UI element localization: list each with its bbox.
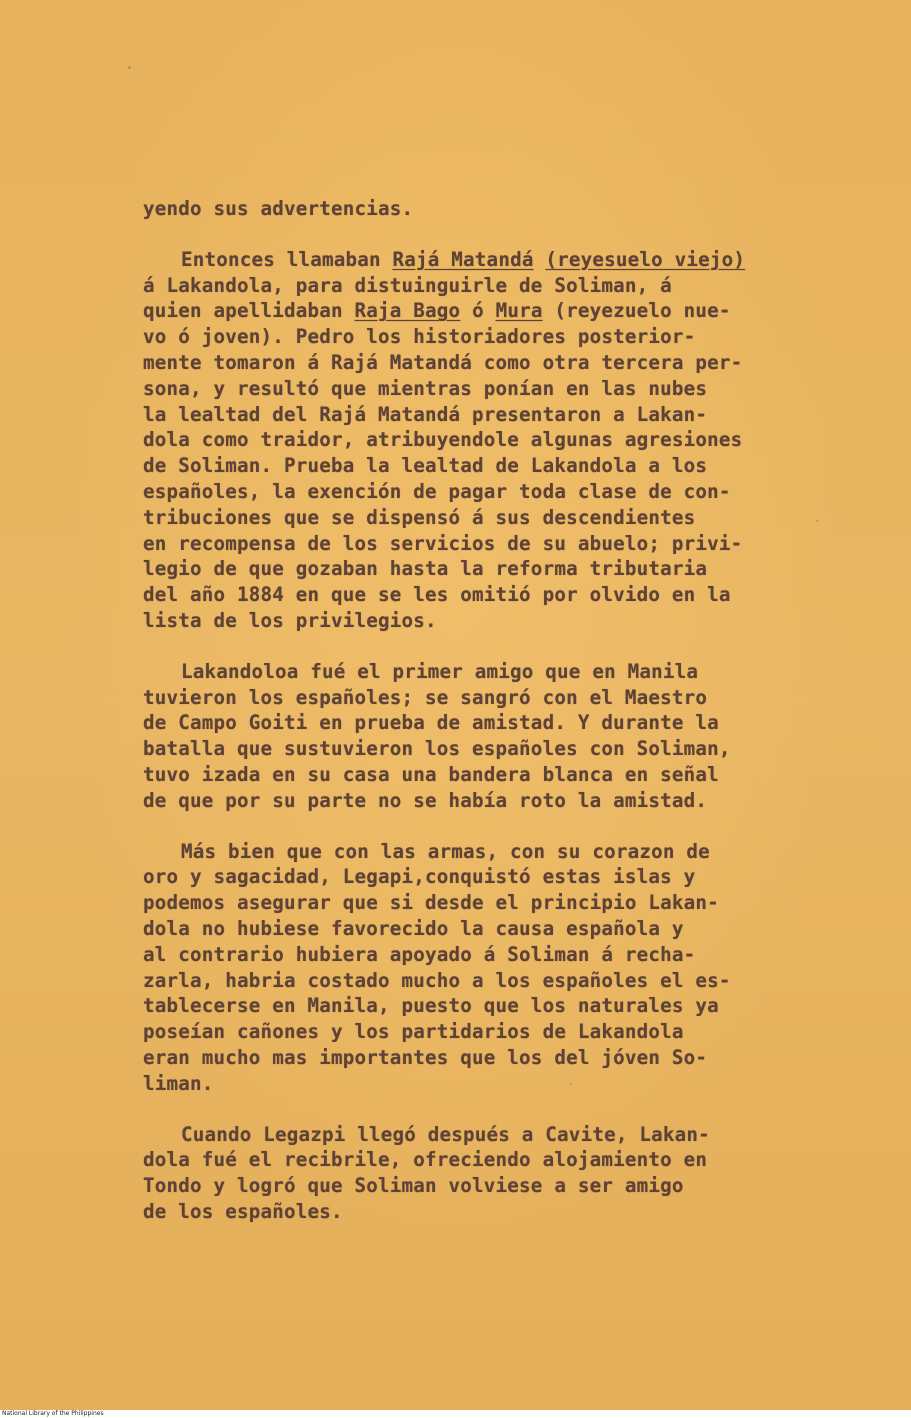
text-line: españoles, la exención de pagar toda clase de con- — [143, 479, 731, 503]
text-line: tablecerse en Manila, puesto que los naturales ya — [143, 994, 719, 1018]
text-line: tuvo izada en su casa una bandera blanca en señal — [143, 762, 719, 786]
text-line: liman. — [143, 1071, 214, 1095]
underlined-term: Raja Bago — [354, 299, 461, 323]
text-line: dola no hubiese favorecido la causa española y — [143, 916, 684, 940]
text-segment: (reyezuelo nue- — [542, 299, 731, 323]
text-line: la lealtad del Rajá Matandá presentaron a Lakan- — [143, 402, 708, 426]
text-line: en recompensa de los servicios de su abuelo; privi- — [143, 531, 743, 555]
text-line: lista de los privilegios. — [143, 608, 437, 632]
text-line: al contrario hubiera apoyado á Soliman á recha- — [143, 942, 696, 966]
text-line: de Campo Goiti en prueba de amistad. Y durante la — [143, 711, 719, 735]
text-line — [143, 298, 803, 324]
text-segment: quien apellidaban — [143, 299, 355, 323]
footer-credit: National Library of the Philippines — [0, 1410, 911, 1418]
text-line: podemos asegurar que si desde el principio Lakan- — [143, 891, 719, 915]
text-line: Tondo y logró que Soliman volviese a ser amigo — [143, 1174, 684, 1198]
text-segment: ó — [460, 299, 496, 323]
text-line: eran mucho mas importantes que los del jóven So- — [143, 1045, 708, 1069]
text-line: de que por su parte no se había roto la amistad. — [143, 788, 708, 812]
text-line: del año 1884 en que se les omitió por olvido en la — [143, 583, 731, 607]
underlined-term: (reyesuelo viejo) — [545, 247, 746, 271]
text-line: yendo sus advertencias. — [143, 197, 414, 220]
underlined-term: Mura — [495, 299, 543, 323]
text-line: tribuciones que se dispensó á sus descendientes — [143, 505, 696, 529]
text-line: mente tomaron á Rajá Matandá como otra tercera per- — [143, 350, 743, 374]
text-line: dola como traidor, atribuyendole algunas agresiones — [143, 428, 743, 452]
paper-speck — [816, 520, 818, 522]
text-segment: Entonces llamaban — [181, 247, 393, 271]
underlined-term: Rajá Matandá — [392, 247, 534, 271]
text-line: sona, y resultó que mientras ponían en las nubes — [143, 376, 708, 400]
paper-speck — [128, 66, 131, 69]
text-line: oro y sagacidad, Legapi,conquistó estas islas y — [143, 865, 696, 889]
text-line: tuvieron los españoles; se sangró con el Maestro — [143, 685, 708, 709]
text-line: dola fué el recibrile, ofreciendo alojamiento en — [143, 1148, 708, 1172]
text-line: á Lakandola, para distuinguirle de Soliman, á — [143, 273, 672, 297]
text-line: zarla, habria costado mucho a los españoles el es- — [143, 968, 731, 992]
text-line: legio de que gozaban hasta la reforma tributaria — [143, 557, 708, 581]
paragraph-gap — [143, 814, 803, 839]
paragraph-gap — [143, 222, 803, 247]
paragraph-gap — [143, 634, 803, 659]
text-line: Más bien que con las armas, con su corazon de — [181, 839, 710, 863]
text-line — [143, 247, 803, 273]
text-segment — [534, 248, 546, 271]
text-line: batalla que sustuvieron los españoles con Soliman, — [143, 737, 731, 761]
text-line: poseían cañones y los partidarios de Lakandola — [143, 1020, 684, 1044]
text-line: Lakandoloa fué el primer amigo que en Manila — [181, 659, 699, 683]
text-line: de los españoles. — [143, 1199, 343, 1223]
text-line: vo ó joven). Pedro los historiadores posterior- — [143, 325, 696, 349]
paragraph-gap — [143, 1097, 803, 1122]
typewritten-text — [143, 196, 803, 1225]
text-line: Cuando Legazpi llegó después a Cavite, Lakan- — [181, 1122, 710, 1146]
text-line: de Soliman. Prueba la lealtad de Lakandola a los — [143, 454, 708, 478]
